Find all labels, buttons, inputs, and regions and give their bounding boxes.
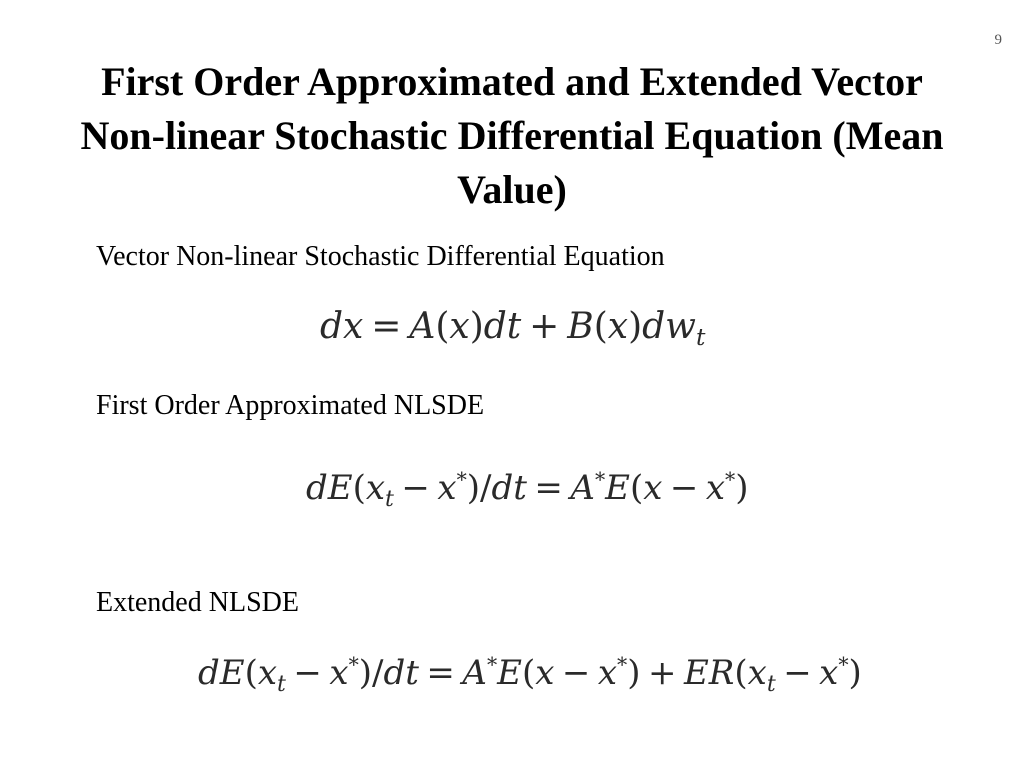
- section-label-vector-nlsde: Vector Non-linear Stochastic Differential Equation: [96, 241, 665, 272]
- equation-extended-nlsde: $dE(x_t - x^*)/dt = A^*E(x - x^*) + ER(x_t - x^*)$: [198, 653, 862, 697]
- equation-first-order-nlsde: $dE(x_t - x^*)/dt = A^*E(x - x^*)$: [306, 468, 749, 512]
- slide-title: First Order Approximated and Extended Vector Non-linear Stochastic Differential Equation (Mean Value): [80, 59, 944, 212]
- section-label-extended-nlsde: Extended NLSDE: [96, 587, 299, 618]
- equation-vector-nlsde: dx = $A(x)dt + B(x)dw_t$: [320, 306, 706, 352]
- section-label-first-order-nlsde: First Order Approximated NLSDE: [96, 390, 485, 421]
- page-number: 9: [994, 32, 1002, 48]
